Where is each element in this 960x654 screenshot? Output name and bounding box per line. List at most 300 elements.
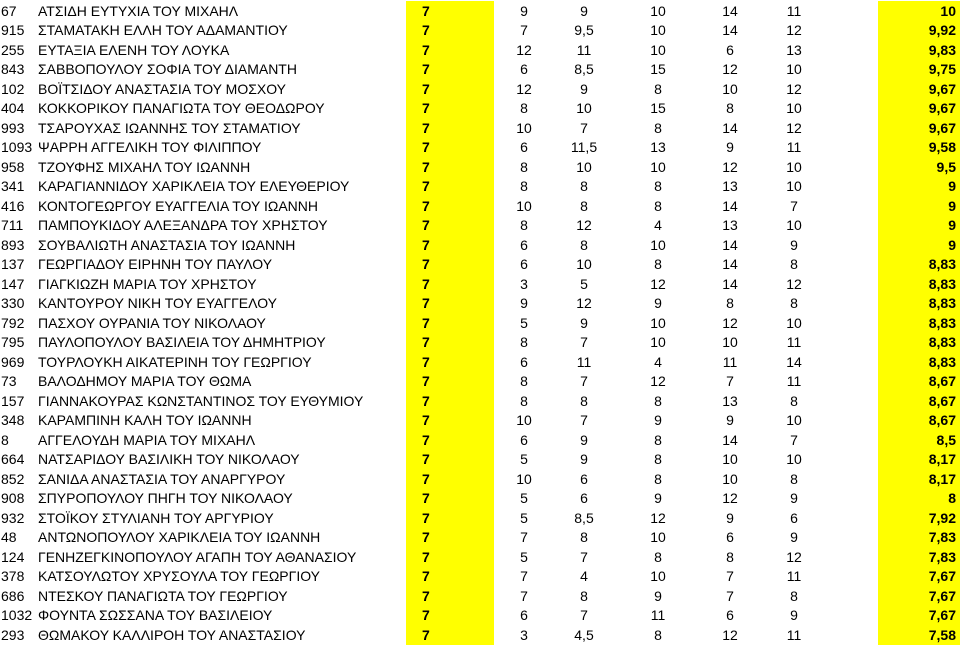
candidate-id-cell[interactable]: 137 — [1, 256, 25, 273]
score-cell-1[interactable]: 7 — [520, 568, 528, 585]
score-cell-3[interactable]: 4 — [654, 217, 662, 234]
score-cell-4[interactable]: 13 — [722, 392, 738, 409]
score-cell-5[interactable]: 12 — [786, 80, 802, 97]
score-cell-4[interactable]: 9 — [726, 412, 734, 429]
candidate-id-cell[interactable]: 404 — [1, 100, 25, 117]
code-cell-highlighted[interactable]: 7 — [406, 411, 494, 431]
candidate-name-cell[interactable]: ΓΙΑΝΝΑΚΟΥΡΑΣ ΚΩΝΣΤΑΝΤΙΝΟΣ ΤΟΥ ΕΥΘΥΜΙΟΥ — [38, 392, 364, 409]
score-cell-3[interactable]: 11 — [650, 607, 666, 624]
average-cell-highlighted[interactable]: 7,58 — [878, 625, 960, 645]
average-cell-highlighted[interactable]: 7,67 — [878, 606, 960, 626]
candidate-id-cell[interactable]: 969 — [1, 353, 25, 370]
score-cell-1[interactable]: 5 — [520, 548, 528, 565]
score-cell-4[interactable]: 12 — [722, 158, 738, 175]
candidate-name-cell[interactable]: ΤΟΥΡΛΟΥΚΗ ΑΙΚΑΤΕΡΙΝΗ ΤΟΥ ΓΕΩΡΓΙΟΥ — [38, 353, 312, 370]
score-cell-4[interactable]: 14 — [722, 431, 738, 448]
score-cell-2[interactable]: 7 — [580, 334, 588, 351]
score-cell-1[interactable]: 5 — [520, 451, 528, 468]
average-cell-highlighted[interactable]: 8,17 — [878, 469, 960, 489]
score-cell-2[interactable]: 8 — [580, 529, 588, 546]
score-cell-3[interactable]: 10 — [650, 236, 666, 253]
score-cell-1[interactable]: 8 — [520, 158, 528, 175]
candidate-id-cell[interactable]: 348 — [1, 412, 25, 429]
score-cell-4[interactable]: 10 — [722, 470, 738, 487]
score-cell-4[interactable]: 12 — [722, 626, 738, 643]
score-cell-1[interactable]: 5 — [520, 509, 528, 526]
table-row — [0, 274, 960, 294]
average-cell-highlighted[interactable]: 8,83 — [878, 255, 960, 275]
score-cell-2[interactable]: 12 — [576, 217, 592, 234]
candidate-id-cell[interactable]: 993 — [1, 119, 25, 136]
score-cell-5[interactable]: 7 — [790, 431, 798, 448]
candidate-name-cell[interactable]: ΑΝΤΩΝΟΠΟΥΛΟΥ ΧΑΡΙΚΛΕΙΑ ΤΟΥ ΙΩΑΝΝΗ — [38, 529, 321, 546]
score-cell-3[interactable]: 15 — [650, 100, 666, 117]
code-cell-highlighted[interactable]: 7 — [406, 333, 494, 353]
score-cell-2[interactable]: 10 — [576, 256, 592, 273]
candidate-name-cell[interactable]: ΣΑΝΙΔΑ ΑΝΑΣΤΑΣΙΑ ΤΟΥ ΑΝΑΡΓΥΡΟΥ — [38, 470, 286, 487]
average-cell-highlighted[interactable]: 9 — [878, 216, 960, 236]
score-cell-5[interactable]: 8 — [790, 295, 798, 312]
score-cell-2[interactable]: 6 — [580, 470, 588, 487]
candidate-name-cell[interactable]: ΝΤΕΣΚΟΥ ΠΑΝΑΓΙΩΤΑ ΤΟΥ ΓΕΩΡΓΙΟΥ — [38, 587, 288, 604]
candidate-id-cell[interactable]: 908 — [1, 490, 25, 507]
score-cell-5[interactable]: 11 — [786, 373, 802, 390]
average-cell-highlighted[interactable]: 9,5 — [878, 157, 960, 177]
candidate-name-cell[interactable]: ΓΕΝΗΖΕΓΚΙΝΟΠΟΥΛΟΥ ΑΓΑΠΗ ΤΟΥ ΑΘΑΝΑΣΙΟΥ — [38, 548, 357, 565]
score-cell-2[interactable]: 11 — [576, 353, 592, 370]
candidate-name-cell[interactable]: ΚΑΡΑΓΙΑΝΝΙΔΟΥ ΧΑΡΙΚΛΕΙΑ ΤΟΥ ΕΛΕΥΘΕΡΙΟΥ — [38, 178, 350, 195]
score-cell-2[interactable]: 11 — [576, 41, 592, 58]
score-cell-3[interactable]: 10 — [650, 529, 666, 546]
score-cell-2[interactable]: 7 — [580, 607, 588, 624]
candidate-name-cell[interactable]: ΠΑΥΛΟΠΟΥΛΟΥ ΒΑΣΙΛΕΙΑ ΤΟΥ ΔΗΜΗΤΡΙΟΥ — [38, 334, 326, 351]
code-cell-highlighted[interactable]: 7 — [406, 21, 494, 41]
score-cell-2[interactable]: 7 — [580, 373, 588, 390]
score-cell-2[interactable]: 7 — [580, 119, 588, 136]
score-cell-3[interactable]: 8 — [654, 197, 662, 214]
code-cell-highlighted[interactable]: 7 — [406, 294, 494, 314]
score-cell-5[interactable]: 9 — [790, 236, 798, 253]
score-cell-2[interactable]: 9,5 — [574, 22, 594, 39]
candidate-name-cell[interactable]: ΚΑΡΑΜΠΙΝΗ ΚΑΛΗ ΤΟΥ ΙΩΑΝΝΗ — [38, 412, 252, 429]
score-cell-4[interactable]: 9 — [726, 139, 734, 156]
score-cell-4[interactable]: 13 — [722, 217, 738, 234]
score-cell-5[interactable]: 7 — [790, 197, 798, 214]
score-cell-4[interactable]: 10 — [722, 334, 738, 351]
code-cell-highlighted[interactable]: 7 — [406, 489, 494, 509]
score-cell-5[interactable]: 12 — [786, 548, 802, 565]
code-cell-highlighted[interactable]: 7 — [406, 274, 494, 294]
score-cell-4[interactable]: 14 — [722, 256, 738, 273]
candidate-name-cell[interactable]: ΣΠΥΡΟΠΟΥΛΟΥ ΠΗΓΗ ΤΟΥ ΝΙΚΟΛΑΟΥ — [38, 490, 293, 507]
score-cell-5[interactable]: 8 — [790, 470, 798, 487]
candidate-id-cell[interactable]: 8 — [1, 431, 9, 448]
candidate-id-cell[interactable]: 852 — [1, 470, 25, 487]
code-cell-highlighted[interactable]: 7 — [406, 372, 494, 392]
average-cell-highlighted[interactable]: 9,67 — [878, 79, 960, 99]
score-cell-2[interactable]: 8 — [580, 236, 588, 253]
candidate-name-cell[interactable]: ΦΟΥΝΤΑ ΣΩΣΣΑΝΑ ΤΟΥ ΒΑΣΙΛΕΙΟΥ — [38, 607, 273, 624]
candidate-name-cell[interactable]: ΒΟΪΤΣΙΔΟΥ ΑΝΑΣΤΑΣΙΑ ΤΟΥ ΜΟΣΧΟΥ — [38, 80, 286, 97]
score-cell-3[interactable]: 12 — [650, 373, 666, 390]
score-cell-4[interactable]: 8 — [726, 548, 734, 565]
candidate-id-cell[interactable]: 255 — [1, 41, 25, 58]
code-cell-highlighted[interactable]: 7 — [406, 60, 494, 80]
score-cell-1[interactable]: 6 — [520, 61, 528, 78]
average-cell-highlighted[interactable]: 9 — [878, 235, 960, 255]
score-cell-5[interactable]: 10 — [786, 158, 802, 175]
candidate-id-cell[interactable]: 792 — [1, 314, 25, 331]
average-cell-highlighted[interactable]: 8,67 — [878, 411, 960, 431]
score-cell-5[interactable]: 10 — [786, 100, 802, 117]
score-cell-1[interactable]: 8 — [520, 373, 528, 390]
candidate-id-cell[interactable]: 73 — [1, 373, 17, 390]
score-cell-4[interactable]: 14 — [722, 197, 738, 214]
score-cell-3[interactable]: 10 — [650, 568, 666, 585]
candidate-id-cell[interactable]: 378 — [1, 568, 25, 585]
score-cell-2[interactable]: 9 — [580, 2, 588, 19]
score-cell-1[interactable]: 8 — [520, 100, 528, 117]
score-cell-1[interactable]: 10 — [516, 412, 532, 429]
candidate-name-cell[interactable]: ΒΑΛΟΔΗΜΟΥ ΜΑΡΙΑ ΤΟΥ ΘΩΜΑ — [38, 373, 252, 390]
score-cell-1[interactable]: 7 — [520, 529, 528, 546]
code-cell-highlighted[interactable]: 7 — [406, 625, 494, 645]
candidate-id-cell[interactable]: 1032 — [1, 607, 33, 624]
average-cell-highlighted[interactable]: 7,83 — [878, 528, 960, 548]
candidate-name-cell[interactable]: ΤΣΑΡΟΥΧΑΣ ΙΩΑΝΝΗΣ ΤΟΥ ΣΤΑΜΑΤΙΟΥ — [38, 119, 301, 136]
score-cell-1[interactable]: 3 — [520, 626, 528, 643]
score-cell-1[interactable]: 7 — [520, 587, 528, 604]
candidate-id-cell[interactable]: 915 — [1, 22, 25, 39]
score-cell-5[interactable]: 10 — [786, 412, 802, 429]
score-cell-3[interactable]: 8 — [654, 548, 662, 565]
score-cell-4[interactable]: 14 — [722, 22, 738, 39]
candidate-id-cell[interactable]: 157 — [1, 392, 25, 409]
score-cell-5[interactable]: 9 — [790, 607, 798, 624]
code-cell-highlighted[interactable]: 7 — [406, 528, 494, 548]
score-cell-3[interactable]: 9 — [654, 587, 662, 604]
score-cell-5[interactable]: 11 — [786, 568, 802, 585]
score-cell-2[interactable]: 8 — [580, 197, 588, 214]
code-cell-highlighted[interactable]: 7 — [406, 40, 494, 60]
score-cell-3[interactable]: 15 — [650, 61, 666, 78]
score-cell-4[interactable]: 10 — [722, 451, 738, 468]
table-row — [0, 294, 960, 314]
score-cell-4[interactable]: 9 — [726, 509, 734, 526]
score-cell-3[interactable]: 10 — [650, 41, 666, 58]
candidate-id-cell[interactable]: 416 — [1, 197, 25, 214]
score-cell-2[interactable]: 10 — [576, 100, 592, 117]
score-cell-5[interactable]: 11 — [786, 2, 802, 19]
average-cell-highlighted[interactable]: 9 — [878, 177, 960, 197]
score-cell-2[interactable]: 8,5 — [574, 509, 594, 526]
code-cell-highlighted[interactable]: 7 — [406, 352, 494, 372]
code-cell-highlighted[interactable]: 7 — [406, 430, 494, 450]
score-cell-5[interactable]: 11 — [786, 626, 802, 643]
candidate-name-cell[interactable]: ΓΕΩΡΓΙΑΔΟΥ ΕΙΡΗΝΗ ΤΟΥ ΠΑΥΛΟΥ — [38, 256, 273, 273]
score-cell-5[interactable]: 9 — [790, 529, 798, 546]
score-cell-5[interactable]: 9 — [790, 490, 798, 507]
score-cell-1[interactable]: 6 — [520, 236, 528, 253]
score-cell-5[interactable]: 6 — [790, 509, 798, 526]
candidate-name-cell[interactable]: ΚΑΤΣΟΥΛΩΤΟΥ ΧΡΥΣΟΥΛΑ ΤΟΥ ΓΕΩΡΓΙΟΥ — [38, 568, 321, 585]
candidate-name-cell[interactable]: ΚΟΚΚΟΡΙΚΟΥ ΠΑΝΑΓΙΩΤΑ ΤΟΥ ΘΕΟΔΩΡΟΥ — [38, 100, 325, 117]
score-cell-1[interactable]: 6 — [520, 256, 528, 273]
score-cell-1[interactable]: 8 — [520, 178, 528, 195]
score-cell-2[interactable]: 9 — [580, 80, 588, 97]
score-cell-5[interactable]: 8 — [790, 392, 798, 409]
score-cell-4[interactable]: 14 — [722, 275, 738, 292]
candidate-name-cell[interactable]: ΝΑΤΣΑΡΙΔΟΥ ΒΑΣΙΛΙΚΗ ΤΟΥ ΝΙΚΟΛΑΟΥ — [38, 451, 300, 468]
average-cell-highlighted[interactable]: 9,58 — [878, 138, 960, 158]
score-cell-2[interactable]: 8 — [580, 178, 588, 195]
score-cell-3[interactable]: 8 — [654, 626, 662, 643]
score-cell-3[interactable]: 12 — [650, 509, 666, 526]
code-cell-highlighted[interactable]: 7 — [406, 216, 494, 236]
score-cell-3[interactable]: 9 — [654, 295, 662, 312]
score-cell-1[interactable]: 9 — [520, 295, 528, 312]
candidate-id-cell[interactable]: 958 — [1, 158, 25, 175]
candidate-id-cell[interactable]: 102 — [1, 80, 25, 97]
score-cell-2[interactable]: 9 — [580, 451, 588, 468]
score-cell-1[interactable]: 5 — [520, 490, 528, 507]
candidate-id-cell[interactable]: 124 — [1, 548, 25, 565]
score-cell-5[interactable]: 10 — [786, 178, 802, 195]
code-cell-highlighted[interactable]: 7 — [406, 567, 494, 587]
score-cell-1[interactable]: 12 — [516, 80, 532, 97]
candidate-name-cell[interactable]: ΓΙΑΓΚΙΩΖΗ ΜΑΡΙΑ ΤΟΥ ΧΡΗΣΤΟΥ — [38, 275, 257, 292]
score-cell-3[interactable]: 8 — [654, 392, 662, 409]
code-cell-highlighted[interactable]: 7 — [406, 1, 494, 21]
code-cell-highlighted[interactable]: 7 — [406, 391, 494, 411]
average-cell-highlighted[interactable]: 7,67 — [878, 586, 960, 606]
score-cell-3[interactable]: 10 — [650, 22, 666, 39]
candidate-name-cell[interactable]: ΤΖΟΥΦΗΣ ΜΙΧΑΗΛ ΤΟΥ ΙΩΑΝΝΗ — [38, 158, 251, 175]
score-cell-4[interactable]: 12 — [722, 490, 738, 507]
candidate-name-cell[interactable]: ΑΓΓΕΛΟΥΔΗ ΜΑΡΙΑ ΤΟΥ ΜΙΧΑΗΛ — [38, 431, 256, 448]
average-cell-highlighted[interactable]: 8,67 — [878, 391, 960, 411]
candidate-name-cell[interactable]: ΘΩΜΑΚΟΥ ΚΑΛΛΙΡΟΗ ΤΟΥ ΑΝΑΣΤΑΣΙΟΥ — [38, 626, 306, 643]
score-cell-5[interactable]: 11 — [786, 139, 802, 156]
score-cell-3[interactable]: 8 — [654, 431, 662, 448]
score-cell-1[interactable]: 12 — [516, 41, 532, 58]
score-cell-3[interactable]: 8 — [654, 256, 662, 273]
score-cell-4[interactable]: 7 — [726, 373, 734, 390]
score-cell-3[interactable]: 9 — [654, 490, 662, 507]
score-cell-3[interactable]: 4 — [654, 353, 662, 370]
candidate-id-cell[interactable]: 686 — [1, 587, 25, 604]
score-cell-4[interactable]: 8 — [726, 295, 734, 312]
score-cell-1[interactable]: 6 — [520, 607, 528, 624]
score-cell-5[interactable]: 10 — [786, 61, 802, 78]
candidate-name-cell[interactable]: ΣΟΥΒΑΛΙΩΤΗ ΑΝΑΣΤΑΣΙΑ ΤΟΥ ΙΩΑΝΝΗ — [38, 236, 296, 253]
code-cell-highlighted[interactable]: 7 — [406, 118, 494, 138]
score-cell-1[interactable]: 10 — [516, 197, 532, 214]
score-cell-3[interactable]: 8 — [654, 470, 662, 487]
average-cell-highlighted[interactable]: 8,17 — [878, 450, 960, 470]
average-cell-highlighted[interactable]: 8,67 — [878, 372, 960, 392]
score-cell-2[interactable]: 8 — [580, 392, 588, 409]
score-cell-5[interactable]: 10 — [786, 451, 802, 468]
score-cell-2[interactable]: 11,5 — [570, 139, 598, 156]
table-row — [0, 196, 960, 216]
score-cell-3[interactable]: 10 — [650, 314, 666, 331]
score-cell-3[interactable]: 8 — [654, 119, 662, 136]
candidate-id-cell[interactable]: 330 — [1, 295, 25, 312]
score-cell-5[interactable]: 8 — [790, 587, 798, 604]
candidate-name-cell[interactable]: ΕΥΤΑΞΙΑ ΕΛΕΝΗ ΤΟΥ ΛΟΥΚΑ — [38, 41, 230, 58]
code-cell-highlighted[interactable]: 7 — [406, 138, 494, 158]
score-cell-4[interactable]: 10 — [722, 80, 738, 97]
average-cell-highlighted[interactable]: 9,92 — [878, 21, 960, 41]
score-cell-2[interactable]: 8,5 — [574, 61, 594, 78]
candidate-name-cell[interactable]: ΨΑΡΡΗ ΑΓΓΕΛΙΚΗ ΤΟΥ ΦΙΛΙΠΠΟΥ — [38, 139, 262, 156]
score-cell-1[interactable]: 6 — [520, 139, 528, 156]
score-cell-3[interactable]: 8 — [654, 451, 662, 468]
score-cell-4[interactable]: 12 — [722, 314, 738, 331]
score-cell-2[interactable]: 5 — [580, 275, 588, 292]
candidate-id-cell[interactable]: 341 — [1, 178, 25, 195]
code-cell-highlighted[interactable]: 7 — [406, 99, 494, 119]
average-cell-highlighted[interactable]: 8,83 — [878, 274, 960, 294]
score-cell-1[interactable]: 8 — [520, 392, 528, 409]
code-cell-highlighted[interactable]: 7 — [406, 547, 494, 567]
score-cell-1[interactable]: 8 — [520, 217, 528, 234]
code-cell-highlighted[interactable]: 7 — [406, 606, 494, 626]
average-cell-highlighted[interactable]: 7,67 — [878, 567, 960, 587]
average-cell-highlighted[interactable]: 8,83 — [878, 294, 960, 314]
score-cell-2[interactable]: 7 — [580, 548, 588, 565]
candidate-id-cell[interactable]: 147 — [1, 275, 25, 292]
average-cell-highlighted[interactable]: 9 — [878, 196, 960, 216]
average-cell-highlighted[interactable]: 8,83 — [878, 352, 960, 372]
code-cell-highlighted[interactable]: 7 — [406, 586, 494, 606]
code-cell-highlighted[interactable]: 7 — [406, 79, 494, 99]
code-cell-highlighted[interactable]: 7 — [406, 157, 494, 177]
candidate-name-cell[interactable]: ΣΤΑΜΑΤΑΚΗ ΕΛΛΗ ΤΟΥ ΑΔΑΜΑΝΤΙΟΥ — [38, 22, 288, 39]
candidate-name-cell[interactable]: ΣΤΟΪΚΟΥ ΣΤΥΛΙΑΝΗ ΤΟΥ ΑΡΓΥΡΙΟΥ — [38, 509, 274, 526]
score-cell-1[interactable]: 7 — [520, 22, 528, 39]
score-cell-4[interactable]: 7 — [726, 568, 734, 585]
score-cell-2[interactable]: 6 — [580, 490, 588, 507]
candidate-name-cell[interactable]: ΚΟΝΤΟΓΕΩΡΓΟΥ ΕΥΑΓΓΕΛΙΑ ΤΟΥ ΙΩΑΝΝΗ — [38, 197, 318, 214]
candidate-id-cell[interactable]: 1093 — [1, 139, 33, 156]
score-cell-3[interactable]: 8 — [654, 80, 662, 97]
score-cell-3[interactable]: 10 — [650, 158, 666, 175]
score-cell-3[interactable]: 10 — [650, 334, 666, 351]
score-cell-3[interactable]: 13 — [650, 139, 666, 156]
average-cell-highlighted[interactable]: 8,83 — [878, 313, 960, 333]
average-cell-highlighted[interactable]: 10 — [878, 1, 960, 21]
score-cell-1[interactable]: 9 — [520, 2, 528, 19]
code-cell-highlighted[interactable]: 7 — [406, 450, 494, 470]
code-cell-highlighted[interactable]: 7 — [406, 177, 494, 197]
score-cell-5[interactable]: 10 — [786, 314, 802, 331]
score-cell-2[interactable]: 10 — [576, 158, 592, 175]
score-cell-2[interactable]: 7 — [580, 412, 588, 429]
candidate-id-cell[interactable]: 795 — [1, 334, 25, 351]
candidate-id-cell[interactable]: 48 — [1, 529, 17, 546]
code-cell-highlighted[interactable]: 7 — [406, 469, 494, 489]
average-cell-highlighted[interactable]: 9,67 — [878, 99, 960, 119]
candidate-id-cell[interactable]: 711 — [1, 217, 24, 234]
score-cell-4[interactable]: 7 — [726, 587, 734, 604]
score-cell-2[interactable]: 4 — [580, 568, 588, 585]
candidate-id-cell[interactable]: 293 — [1, 626, 25, 643]
score-cell-4[interactable]: 11 — [722, 353, 738, 370]
score-cell-5[interactable]: 12 — [786, 119, 802, 136]
code-cell-highlighted[interactable]: 7 — [406, 313, 494, 333]
candidate-id-cell[interactable]: 664 — [1, 451, 25, 468]
score-cell-1[interactable]: 10 — [516, 119, 532, 136]
score-cell-4[interactable]: 13 — [722, 178, 738, 195]
average-cell-highlighted[interactable]: 7,92 — [878, 508, 960, 528]
score-cell-1[interactable]: 3 — [520, 275, 528, 292]
candidate-id-cell[interactable]: 67 — [1, 2, 17, 19]
score-cell-4[interactable]: 6 — [726, 41, 734, 58]
code-cell-highlighted[interactable]: 7 — [406, 508, 494, 528]
score-cell-1[interactable]: 6 — [520, 353, 528, 370]
score-cell-3[interactable]: 10 — [650, 2, 666, 19]
score-cell-4[interactable]: 14 — [722, 2, 738, 19]
score-cell-1[interactable]: 8 — [520, 334, 528, 351]
candidate-name-cell[interactable]: ΠΑΣΧΟΥ ΟΥΡΑΝΙΑ ΤΟΥ ΝΙΚΟΛΑΟΥ — [38, 314, 266, 331]
average-cell-highlighted[interactable]: 9,67 — [878, 118, 960, 138]
average-cell-highlighted[interactable]: 9,83 — [878, 40, 960, 60]
score-cell-5[interactable]: 13 — [786, 41, 802, 58]
score-cell-3[interactable]: 8 — [654, 178, 662, 195]
score-cell-2[interactable]: 9 — [580, 431, 588, 448]
score-cell-4[interactable]: 12 — [722, 61, 738, 78]
average-cell-highlighted[interactable]: 7,83 — [878, 547, 960, 567]
score-cell-4[interactable]: 8 — [726, 100, 734, 117]
score-cell-3[interactable]: 9 — [654, 412, 662, 429]
average-cell-highlighted[interactable]: 8,5 — [878, 430, 960, 450]
score-cell-5[interactable]: 10 — [786, 217, 802, 234]
code-cell-highlighted[interactable]: 7 — [406, 255, 494, 275]
average-cell-highlighted[interactable]: 8,83 — [878, 333, 960, 353]
score-cell-4[interactable]: 14 — [722, 236, 738, 253]
score-cell-5[interactable]: 12 — [786, 275, 802, 292]
score-cell-3[interactable]: 12 — [650, 275, 666, 292]
candidate-name-cell[interactable]: ΑΤΣΙΔΗ ΕΥΤΥΧΙΑ ΤΟΥ ΜΙΧΑΗΛ — [38, 2, 239, 19]
candidate-name-cell[interactable]: ΠΑΜΠΟΥΚΙΔΟΥ ΑΛΕΞΑΝΔΡΑ ΤΟΥ ΧΡΗΣΤΟΥ — [38, 217, 328, 234]
score-cell-2[interactable]: 9 — [580, 314, 588, 331]
candidate-id-cell[interactable]: 893 — [1, 236, 25, 253]
score-cell-5[interactable]: 8 — [790, 256, 798, 273]
average-cell-highlighted[interactable]: 8 — [878, 489, 960, 509]
score-cell-5[interactable]: 12 — [786, 22, 802, 39]
score-cell-2[interactable]: 12 — [576, 295, 592, 312]
candidate-name-cell[interactable]: ΚΑΝΤΟΥΡΟΥ ΝΙΚΗ ΤΟΥ ΕΥΑΓΓΕΛΟΥ — [38, 295, 277, 312]
candidate-name-cell[interactable]: ΣΑΒΒΟΠΟΥΛΟΥ ΣΟΦΙΑ ΤΟΥ ΔΙΑΜΑΝΤΗ — [38, 61, 297, 78]
score-cell-5[interactable]: 11 — [786, 334, 802, 351]
score-cell-4[interactable]: 14 — [722, 119, 738, 136]
score-cell-1[interactable]: 6 — [520, 431, 528, 448]
score-cell-4[interactable]: 6 — [726, 607, 734, 624]
score-cell-1[interactable]: 5 — [520, 314, 528, 331]
code-cell-highlighted[interactable]: 7 — [406, 196, 494, 216]
score-cell-5[interactable]: 14 — [786, 353, 802, 370]
average-cell-highlighted[interactable]: 9,75 — [878, 60, 960, 80]
score-cell-2[interactable]: 4,5 — [574, 626, 594, 643]
score-cell-1[interactable]: 10 — [516, 470, 532, 487]
score-cell-4[interactable]: 6 — [726, 529, 734, 546]
candidate-id-cell[interactable]: 932 — [1, 509, 25, 526]
score-cell-2[interactable]: 8 — [580, 587, 588, 604]
code-cell-highlighted[interactable]: 7 — [406, 235, 494, 255]
candidate-id-cell[interactable]: 843 — [1, 61, 25, 78]
